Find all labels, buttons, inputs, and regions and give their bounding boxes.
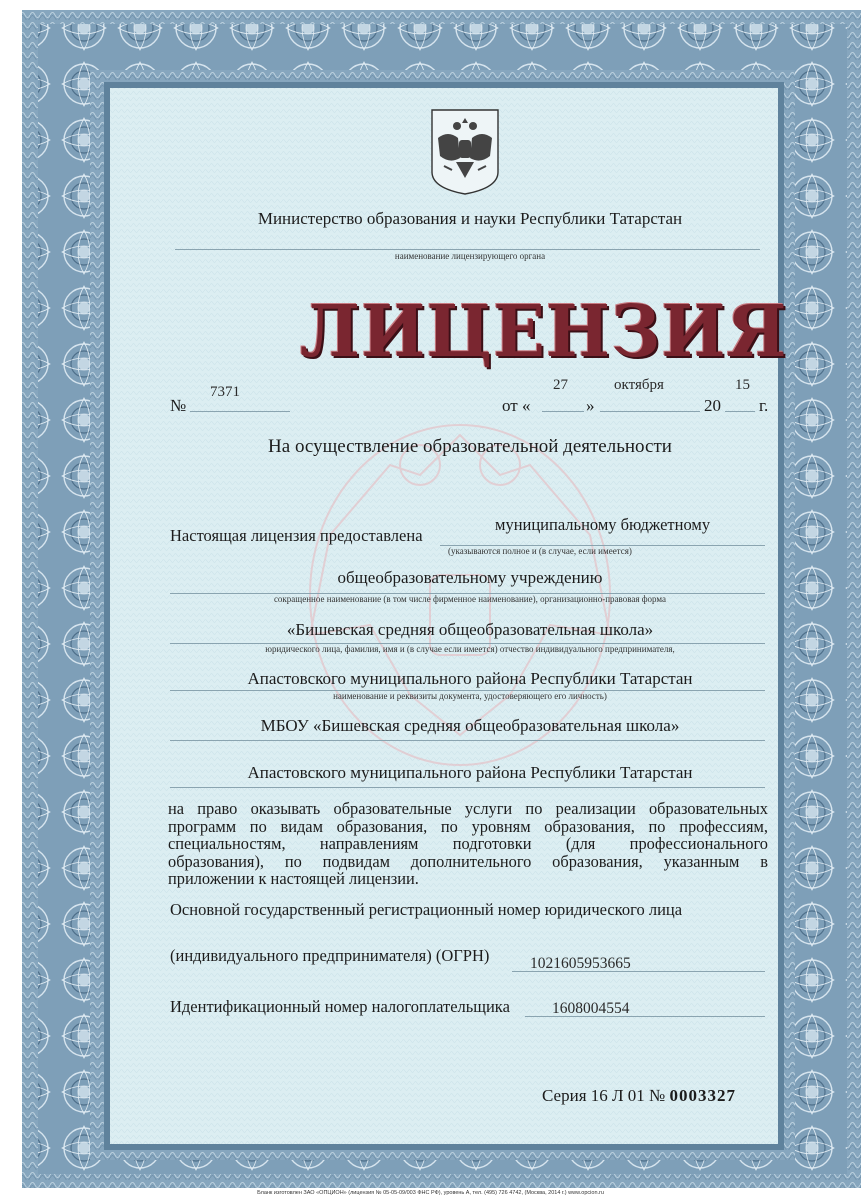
- rights-paragraph: [168, 800, 768, 888]
- series-block: [542, 1086, 736, 1106]
- series-number-sign: №: [649, 1086, 666, 1105]
- ministry-name: Министерство образования и науки Республики Татарстан: [257, 209, 683, 228]
- number-sign: №: [170, 396, 187, 415]
- date-quote-close: »: [586, 396, 595, 415]
- grantee-line-3: «Бишевская средняя общеобразовательная школа»: [286, 620, 654, 639]
- series-prefix: Серия: [542, 1086, 587, 1105]
- blank-imprint: Бланк изготовлен ЗАО «ОПЦИОН» (лицензия № 05-05-09/003 ФНС РФ), уровень А, тел. (495) 726 4742, (Москва, 2014 г.) www.opcion.ru: [257, 1190, 604, 1196]
- rights-line-4: образования), по подвидам дополнительного образования, указанным в: [168, 851, 768, 871]
- license-number: 7371: [210, 384, 240, 400]
- rights-line-1: на право оказывать образовательные услуги по реализации образовательных: [168, 799, 768, 818]
- inn-value: 1608004554: [552, 1000, 630, 1017]
- date-year: 15: [735, 377, 750, 393]
- grantee-caption-3: юридического лица, фамилия, имя и (в случае если имеется) отчество индивидуального предпринимателя,: [265, 644, 675, 654]
- series-code: 16 Л 01: [590, 1086, 645, 1105]
- coat-of-arms-icon: [430, 108, 500, 196]
- year-prefix: 20: [704, 396, 721, 415]
- rights-line-3: специальностям, направлениям подготовки (для профессионального: [168, 834, 768, 853]
- date-month: октября: [614, 377, 664, 393]
- grantee-line-2: общеобразовательному учреждению: [337, 568, 603, 587]
- year-suffix: г.: [759, 396, 769, 415]
- inn-label: Идентификационный номер налогоплательщика: [170, 997, 510, 1016]
- date-day: 27: [553, 377, 568, 393]
- grant-intro: Настоящая лицензия предоставлена: [170, 526, 423, 545]
- grantee-caption-2: сокращенное наименование (в том числе фирменное наименование), организационно-правовая форма: [273, 594, 667, 604]
- grantee-short-name: МБОУ «Бишевская средняя общеобразовательная школа»: [260, 716, 680, 735]
- ogrn-label-1: Основной государственный регистрационный номер юридического лица: [170, 900, 683, 919]
- grantee-line-6: Апастовского муниципального района Республики Татарстан: [247, 763, 693, 782]
- license-purpose: На осуществление образовательной деятельности: [268, 436, 672, 457]
- ministry-caption: наименование лицензирующего органа: [394, 251, 546, 261]
- ogrn-value: 1021605953665: [530, 955, 631, 972]
- document-title: ЛИЦЕНЗИЯ: [300, 290, 788, 374]
- grantee-line-4: Апастовского муниципального района Республики Татарстан: [247, 669, 693, 688]
- rights-line-2: программ по видам образования, по уровням образования, по профессиям,: [168, 816, 768, 836]
- rights-line-5: приложении к настоящей лицензии.: [168, 869, 419, 888]
- series-number: 0003327: [669, 1086, 737, 1105]
- grantee-line-1: муниципальному бюджетному: [495, 515, 711, 534]
- grantee-caption-4: наименование и реквизиты документа, удостоверяющего его личность): [333, 691, 607, 701]
- ogrn-label-2: (индивидуального предпринимателя) (ОГРН): [170, 946, 490, 965]
- date-prefix: от «: [502, 396, 531, 415]
- grantee-caption-1: (указываются полное и (в случае, если имеется): [448, 546, 632, 556]
